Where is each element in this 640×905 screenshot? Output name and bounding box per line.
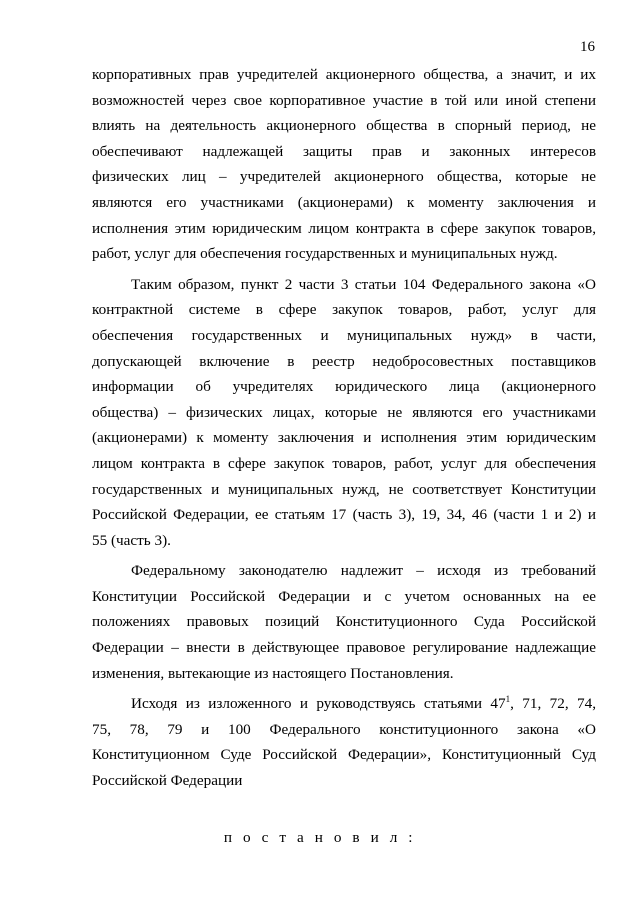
text-line: Федерации – внести в действующее правовое регулирование надлежащие xyxy=(92,639,596,657)
text-line: государственных и муниципальных нужд, не соответствует Конституции xyxy=(92,480,596,498)
text-run: Исходя из изложенного и руководствуясь статьями 47 xyxy=(131,695,506,713)
text-line: Конституционном Суде Российской Федерации», Конституционный Суд xyxy=(92,746,596,764)
text-line xyxy=(92,691,596,717)
text-line: положениях правовых позиций Конституционного Суда Российской xyxy=(92,613,596,631)
text-line: Российской Федерации xyxy=(92,772,243,790)
text-line: работ, услуг для обеспечения государственных и муниципальных нужд. xyxy=(92,245,558,263)
text-line: контрактной системе в сфере закупок товаров, работ, услуг для xyxy=(92,301,596,319)
text-line: исполнения этим юридическим лицом контракта в сфере закупок товаров, xyxy=(92,219,596,237)
text-line: лицом контракта в сфере закупок товаров, работ, услуг для обеспечения xyxy=(92,454,596,472)
text-line: информации об учредителях юридического лица (акционерного xyxy=(92,378,596,396)
text-line: возможностей через свое корпоративное участие в той или иной степени xyxy=(92,91,596,109)
paragraph-4 xyxy=(92,691,596,793)
document-body xyxy=(92,62,596,799)
text-line: физических лиц – учредителей акционерного общества, которые не xyxy=(92,168,596,186)
paragraph-1 xyxy=(92,62,596,267)
paragraph-2 xyxy=(92,272,596,554)
text-run: , 71, 72, 74, xyxy=(510,695,597,713)
superscript: 1 xyxy=(505,694,511,705)
text-line: допускающей включение в реестр недобросовестных поставщиков xyxy=(92,352,596,370)
text-line: 55 (часть 3). xyxy=(92,531,171,549)
paragraph-3 xyxy=(92,558,596,686)
text-line: Российской Федерации, ее статьям 17 (часть 3), 19, 34, 46 (части 1 и 2) и xyxy=(92,506,596,524)
text-line: Таким образом, пункт 2 части 3 статьи 104 Федерального закона «О xyxy=(131,275,596,293)
text-line: влиять на деятельность акционерного общества в спорный период, не xyxy=(92,117,596,135)
text-line: общества) – физических лицах, которые не являются его участниками xyxy=(92,403,596,421)
text-line: Конституции Российской Федерации и с учетом основанных на ее xyxy=(92,587,596,605)
text-line: обеспечивают надлежащей защиты прав и законных интересов xyxy=(92,142,596,160)
text-line: 75, 78, 79 и 100 Федерального конституционного закона «О xyxy=(92,720,596,738)
text-line: корпоративных прав учредителей акционерного общества, а значит, и их xyxy=(92,66,596,83)
text-line: обеспечения государственных и муниципальных нужд» в части, xyxy=(92,326,596,344)
decree-heading: п о с т а н о в и л : xyxy=(223,829,417,846)
text-line: изменения, вытекающие из настоящего Постановления. xyxy=(92,664,454,682)
text-line: Федеральному законодателю надлежит – исходя из требований xyxy=(131,562,596,580)
text-line: являются его участниками (акционерами) к моменту заключения и xyxy=(92,193,596,211)
page-number: 16 xyxy=(580,39,595,55)
text-line: (акционерами) к моменту заключения и исполнения этим юридическим xyxy=(92,429,596,447)
